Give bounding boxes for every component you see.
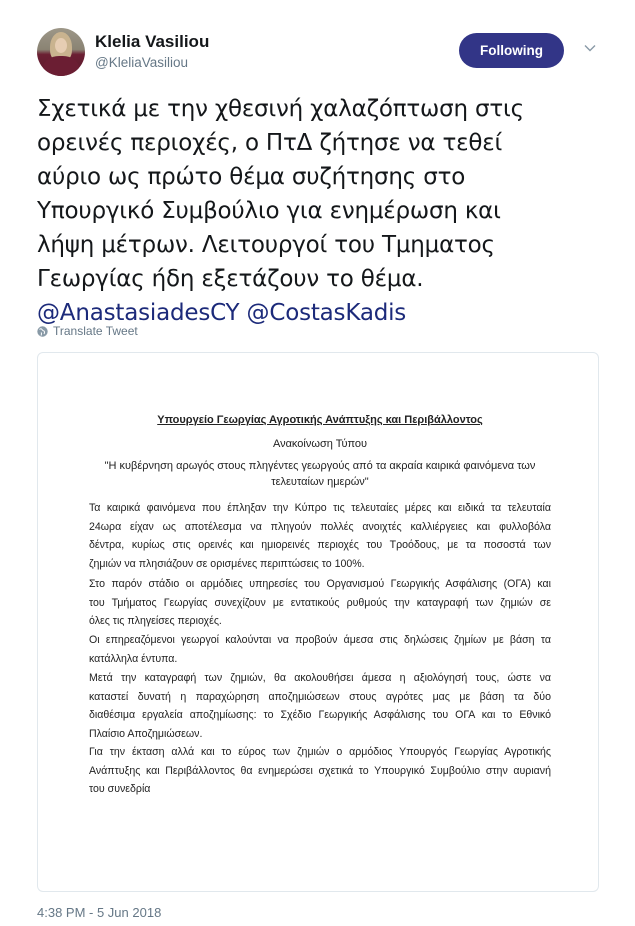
tweet-timestamp[interactable]: 4:38 PM - 5 Jun 2018: [37, 905, 162, 920]
document-title: Υπουργείο Γεωργίας Αγροτικής Ανάπτυξης και Περιβάλλοντος: [157, 414, 483, 426]
paragraph-line: όλες τις πληγείσες περιοχές.: [89, 615, 222, 628]
paragraph-line: Στο παρόν στάδιο οι αρμόδιες υπηρεσίες του Οργανισμού Γεωργικής Ασφάλισης (ΟΓΑ) και: [89, 578, 551, 590]
document-quote: [89, 459, 551, 490]
document-paragraph: [89, 631, 551, 668]
tweet-line: Υπουργικό Συμβούλιο για ενημέρωση και: [37, 198, 501, 224]
tweet-header: [37, 28, 607, 78]
paragraph-line: Για την έκταση αλλά και το εύρος των ζημιών ο αρμόδιος Υπουργός Γεωργίας Αγροτικής: [89, 746, 551, 758]
paragraph-line: κατάλληλα έντυπα.: [89, 652, 178, 665]
attached-image-card[interactable]: [37, 352, 599, 892]
tweet-line: Γεωργίας ήδη εξετάζουν το θέμα.: [37, 266, 424, 292]
tweet-text: [37, 92, 607, 330]
document-paragraph: [89, 575, 551, 631]
paragraph-line: ζημιών να πλησιάζουν σε ορισμένες περιπτώσεις το 100%.: [89, 558, 365, 571]
chevron-down-icon[interactable]: [582, 40, 598, 56]
tweet-line: λήψη μέτρων. Λειτουργοί του Τμηματος: [37, 232, 495, 258]
avatar-face: [55, 38, 67, 53]
avatar[interactable]: [37, 28, 85, 76]
tweet-line: Σχετικά με την χθεσινή χαλαζόπτωση στις: [37, 96, 524, 122]
tweet-line: ορεινές περιοχές, ο ΠτΔ ζήτησε να τεθεί: [37, 130, 503, 156]
document-paragraph: [89, 499, 551, 574]
paragraph-line: Μετά την καταγραφή των ζημιών, θα ακολουθήσει άμεσα η αξιολόγησή τους, ώστε να: [89, 672, 551, 684]
mention-link[interactable]: @CostasKadis: [246, 300, 407, 326]
document-subtitle: Ανακοίνωση Τύπου: [272, 438, 368, 450]
document-paragraph: [89, 743, 551, 799]
quote-line: "Η κυβέρνηση αρωγός στους πληγέντες γεωργούς από τα ακραία καιρικά φαινόμενα των: [104, 460, 536, 472]
paragraph-line: 24ωρα είχαν ως αποτέλεσμα να πληγούν πολλές ανοιχτές καλλιέργειες και φυλλοβόλα: [89, 520, 551, 533]
paragraph-line: του συνεδρία: [89, 783, 151, 796]
user-handle[interactable]: @KleliaVasiliou: [95, 55, 188, 70]
paragraph-line: Πλαίσιο Αποζημιώσεων.: [89, 728, 203, 741]
document-paragraph: [89, 669, 551, 744]
paragraph-line: δέντρα, κυρίως στις ορεινές και ημιορεινές περιοχές του Τροόδους, με τα ποσοστά των: [89, 539, 551, 552]
paragraph-line: Ανάπτυξης και Περιβάλλοντος θα ενημερώσει σχετικά το Υπουργικό Συμβούλιο στην αυριανή: [89, 764, 551, 777]
globe-icon: [37, 326, 48, 337]
following-button[interactable]: Following: [459, 33, 564, 68]
user-name[interactable]: Klelia Vasiliou: [95, 32, 210, 51]
mention-link[interactable]: @AnastasiadesCY: [37, 300, 240, 326]
paragraph-line: διαθέσιμα εργαλεία αποζημίωσης: το Σχέδιο Γεωργικής Ασφάλισης του ΟΓΑ και το Εθνικό: [89, 709, 551, 722]
paragraph-line: Τα καιρικά φαινόμενα που έπληξαν την Κύπρο τις τελευταίες μέρες και ειδικά τα τελευταία: [89, 502, 551, 514]
paragraph-line: Οι επηρεαζόμενοι γεωργοί καλούνται να προβούν άμεσα στις δηλώσεις ζημίων με βάση τα: [89, 634, 551, 646]
avatar-body: [43, 56, 79, 76]
paragraph-line: καταστεί δυνατή η παραχώρηση αποζημιώσεων στους αγρότες μας με βάση τα δύο: [89, 690, 551, 703]
paragraph-line: του Τμήματος Γεωργίας συνεχίζουν με εντατικούς ρυθμούς την καταγραφή των ζημιών σε: [89, 596, 551, 609]
tweet-line: αύριο ως πρώτο θέμα συζήτησης στο: [37, 164, 466, 190]
translate-tweet-link[interactable]: [37, 324, 138, 338]
translate-tweet-label: Translate Tweet: [53, 324, 138, 338]
quote-line: τελευταίων ημερών": [271, 475, 369, 488]
